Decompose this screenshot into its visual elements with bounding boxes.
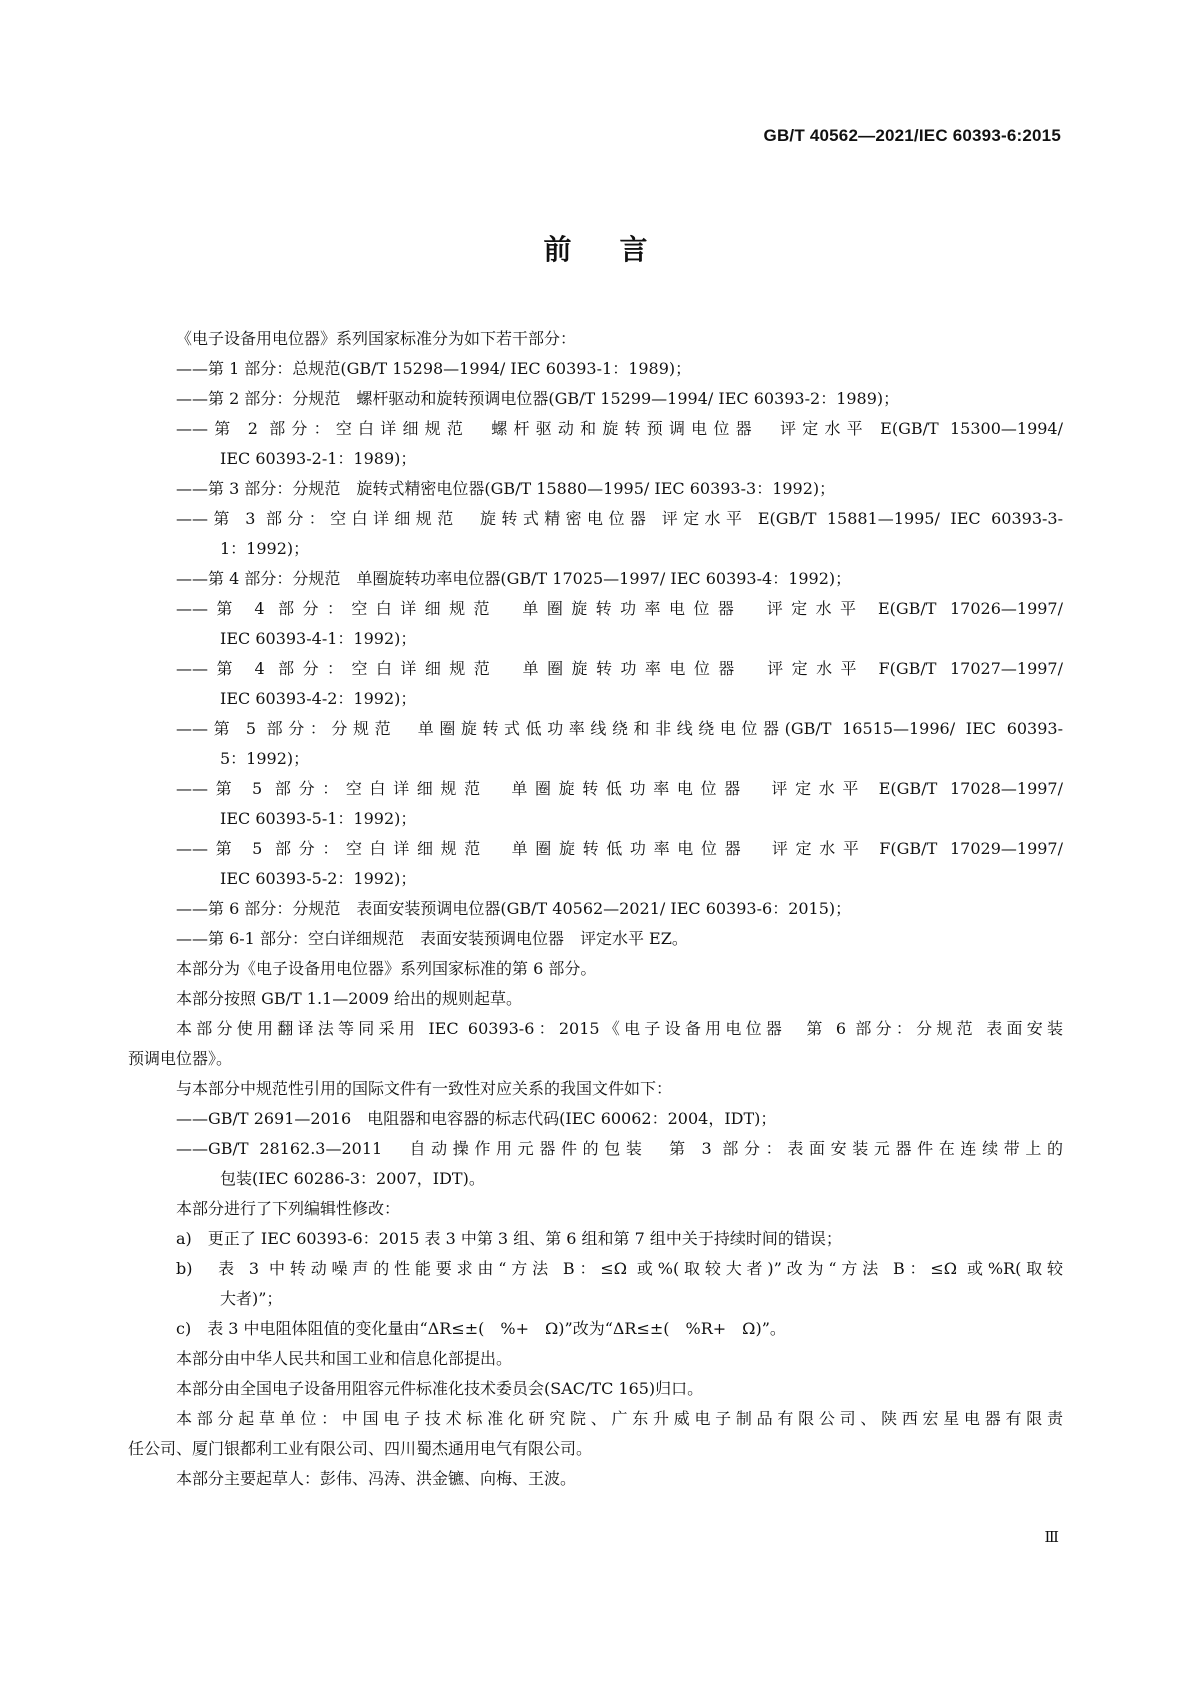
part-list-item: ——第 2 部分：分规范 螺杆驱动和旋转预调电位器(GB/T 15299—1994/ IEC 60393-2：1989)； [176, 389, 900, 408]
edit-list-item: b) 表 3 中转动噪声的性能要求由“方法 B：≤Ω 或%(取较大者)”改为“方法 B：≤Ω 或%R(取较 [176, 1259, 1063, 1278]
part-list-item-cont: IEC 60393-4-2：1992)； [220, 689, 417, 708]
reference-list-item-cont: 包装(IEC 60286-3：2007，IDT)。 [220, 1169, 485, 1188]
paragraph: 本部分进行了下列编辑性修改： [176, 1199, 401, 1218]
part-list-item: ——第 4 部分：空白详细规范 单圈旋转功率电位器 评定水平 E(GB/T 17026—1997/ [176, 599, 1063, 618]
paragraph: 与本部分中规范性引用的国际文件有一致性对应关系的我国文件如下： [176, 1079, 673, 1098]
part-list-item: ——第 2 部分：空白详细规范 螺杆驱动和旋转预调电位器 评定水平 E(GB/T 15300—1994/ [176, 419, 1063, 438]
page-title [0, 228, 1191, 268]
part-list-item: ——第 4 部分：分规范 单圈旋转功率电位器(GB/T 17025—1997/ IEC 60393-4：1992)； [176, 569, 852, 588]
intro-line: 《电子设备用电位器》系列国家标准分为如下若干部分： [176, 329, 577, 348]
part-list-item-cont: 1：1992)； [220, 539, 310, 558]
part-list-item-cont: IEC 60393-5-2：1992)； [220, 869, 417, 888]
part-list-item-cont: IEC 60393-4-1：1992)； [220, 629, 417, 648]
document-body [128, 324, 1063, 1494]
edit-list-item: c) 表 3 中电阻体阻值的变化量由“ΔR≤±( %+ Ω)”改为“ΔR≤±( %R+ Ω)”。 [176, 1319, 786, 1338]
paragraph: 本部分由全国电子设备用阻容元件标准化技术委员会(SAC/TC 165)归口。 [176, 1379, 704, 1398]
page-number: Ⅲ [1044, 1528, 1059, 1546]
paragraph: 本部分按照 GB/T 1.1—2009 给出的规则起草。 [176, 989, 523, 1008]
paragraph: 本部分主要起草人：彭伟、冯涛、洪金镳、向梅、王波。 [176, 1469, 577, 1488]
part-list-item: ——第 3 部分：空白详细规范 旋转式精密电位器 评定水平 E(GB/T 15881—1995/ IEC 60393-3- [176, 509, 1063, 528]
part-list-item: ——第 5 部分：空白详细规范 单圈旋转低功率电位器 评定水平 F(GB/T 17029—1997/ [176, 839, 1063, 858]
paragraph: 本部分使用翻译法等同采用 IEC 60393-6：2015《电子设备用电位器 第 6 部分：分规范 表面安装 [176, 1019, 1063, 1038]
part-list-item: ——第 5 部分：分规范 单圈旋转式低功率线绕和非线绕电位器(GB/T 16515—1996/ IEC 60393- [176, 719, 1063, 738]
edit-list-item: a) 更正了 IEC 60393-6：2015 表 3 中第 3 组、第 6 组和第 7 组中关于持续时间的错误； [176, 1229, 842, 1248]
paragraph: 本部分由中华人民共和国工业和信息化部提出。 [176, 1349, 513, 1368]
part-list-item: ——第 4 部分：空白详细规范 单圈旋转功率电位器 评定水平 F(GB/T 17027—1997/ [176, 659, 1063, 678]
part-list-item: ——第 5 部分：空白详细规范 单圈旋转低功率电位器 评定水平 E(GB/T 17028—1997/ [176, 779, 1063, 798]
standard-code-header: GB/T 40562—2021/IEC 60393-6:2015 [763, 126, 1061, 145]
reference-list-item: ——GB/T 2691—2016 电阻器和电容器的标志代码(IEC 60062：2004，IDT)； [176, 1109, 777, 1128]
part-list-item-cont: IEC 60393-5-1：1992)； [220, 809, 417, 828]
part-list-item: ——第 6 部分：分规范 表面安装预调电位器(GB/T 40562—2021/ IEC 60393-6：2015)； [176, 899, 852, 918]
part-list-item: ——第 1 部分：总规范(GB/T 15298—1994/ IEC 60393-1：1989)； [176, 359, 692, 378]
paragraph: 本部分起草单位：中国电子技术标准化研究院、广东升威电子制品有限公司、陕西宏星电器有限责 [176, 1409, 1063, 1428]
title-char-1: 前 [543, 233, 572, 266]
part-list-item-cont: 5：1992)； [220, 749, 310, 768]
title-char-2: 言 [619, 233, 648, 266]
part-list-item: ——第 3 部分：分规范 旋转式精密电位器(GB/T 15880—1995/ IEC 60393-3：1992)； [176, 479, 836, 498]
part-list-item-cont: IEC 60393-2-1：1989)； [220, 449, 417, 468]
paragraph-cont: 任公司、厦门银都利工业有限公司、四川蜀杰通用电气有限公司。 [128, 1439, 593, 1458]
paragraph: 本部分为《电子设备用电位器》系列国家标准的第 6 部分。 [176, 959, 597, 978]
part-list-item: ——第 6-1 部分：空白详细规范 表面安装预调电位器 评定水平 EZ。 [176, 929, 688, 948]
edit-list-item-cont: 大者)”； [220, 1289, 283, 1308]
reference-list-item: ——GB/T 28162.3—2011 自动操作用元器件的包装 第 3 部分：表面安装元器件在连续带上的 [176, 1139, 1063, 1158]
paragraph-cont: 预调电位器》。 [128, 1049, 233, 1068]
